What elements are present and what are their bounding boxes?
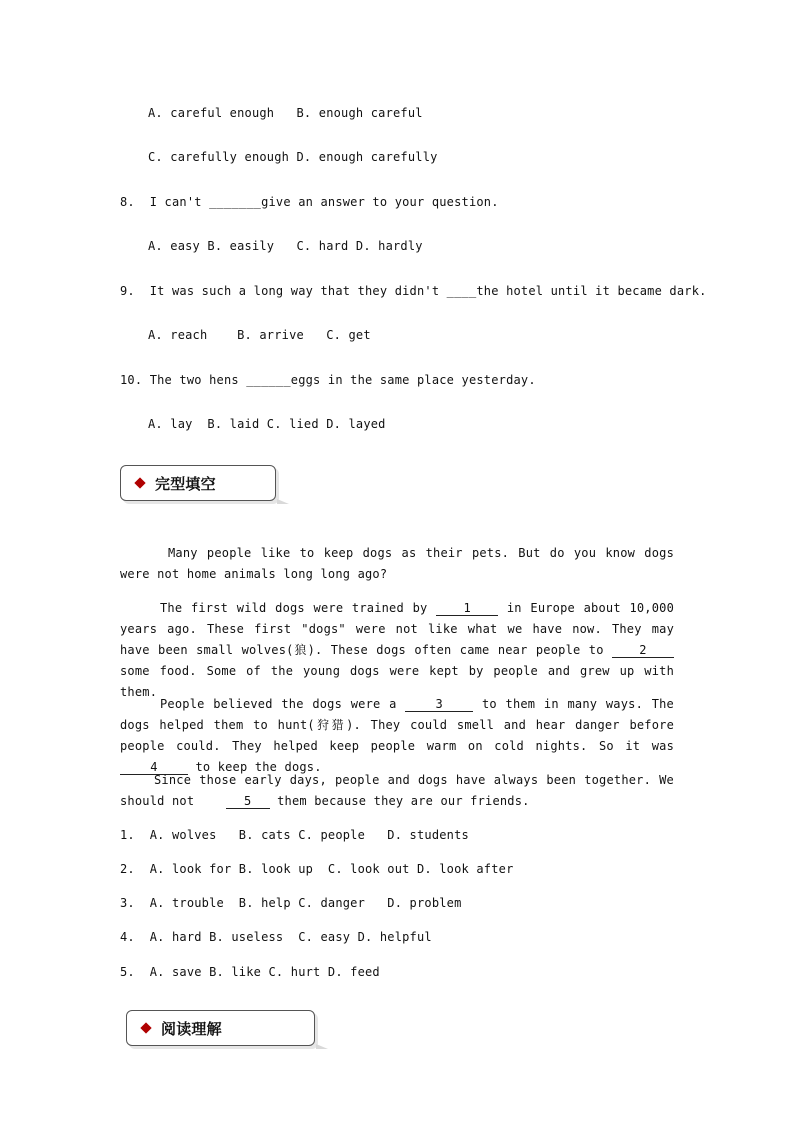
- box-tail-decoration: [277, 499, 289, 504]
- cloze-paragraph-2: The first wild dogs were trained by 1 in Europe about 10,000 years ago. These first "dogs" were not like what we have now. They may have been small wolves(狼). These dogs often came near people to 2 some food. Some of the young dogs were kept by people and grew up with them.: [120, 601, 674, 699]
- option-line-7b: C. carefully enough D. enough carefully: [148, 150, 438, 164]
- cloze-paragraph-3: People believed the dogs were a 3 to them in many ways. The dogs helped them to hunt(狩猎). They could smell and hear danger before people could. They helped keep people warm on cold nights. So it was 4 to keep the dogs.: [120, 697, 674, 774]
- section-title: 阅读理解: [161, 1020, 222, 1038]
- box-tail-decoration: [316, 1044, 328, 1049]
- diamond-icon: [134, 477, 145, 488]
- blank-3: 3: [405, 697, 473, 712]
- cloze-paragraph-1: Many people like to keep dogs as their pets. But do you know dogs were not home animals long long ago?: [120, 546, 674, 581]
- blank-5: 5: [226, 794, 270, 809]
- section-header-cloze: [120, 465, 276, 501]
- diamond-icon: [140, 1022, 151, 1033]
- question-10-stem: 10. The two hens ______eggs in the same place yesterday.: [120, 373, 536, 387]
- blank-1: 1: [436, 601, 498, 616]
- question-10-options: A. lay B. laid C. lied D. layed: [148, 417, 386, 431]
- cloze-option-4: 4. A. hard B. useless C. easy D. helpful: [120, 930, 432, 944]
- cloze-option-1: 1. A. wolves B. cats C. people D. students: [120, 828, 469, 842]
- section-header-reading: [126, 1010, 315, 1046]
- question-9-stem: 9. It was such a long way that they didn't ____the hotel until it became dark.: [120, 284, 707, 298]
- question-8-options: A. easy B. easily C. hard D. hardly: [148, 239, 423, 253]
- question-9-options: A. reach B. arrive C. get: [148, 328, 371, 342]
- blank-4: 4: [120, 760, 188, 775]
- cloze-option-2: 2. A. look for B. look up C. look out D. look after: [120, 862, 514, 876]
- cloze-option-5: 5. A. save B. like C. hurt D. feed: [120, 965, 380, 979]
- cloze-paragraph-4: Since those early days, people and dogs have always been together. We should not 5 them because they are our friends.: [120, 773, 674, 808]
- section-title: 完型填空: [155, 475, 216, 493]
- question-8-stem: 8. I can't _______give an answer to your question.: [120, 195, 499, 209]
- cloze-option-3: 3. A. trouble B. help C. danger D. problem: [120, 896, 462, 910]
- option-line-7a: A. careful enough B. enough careful: [148, 106, 423, 120]
- blank-2: 2: [612, 643, 674, 658]
